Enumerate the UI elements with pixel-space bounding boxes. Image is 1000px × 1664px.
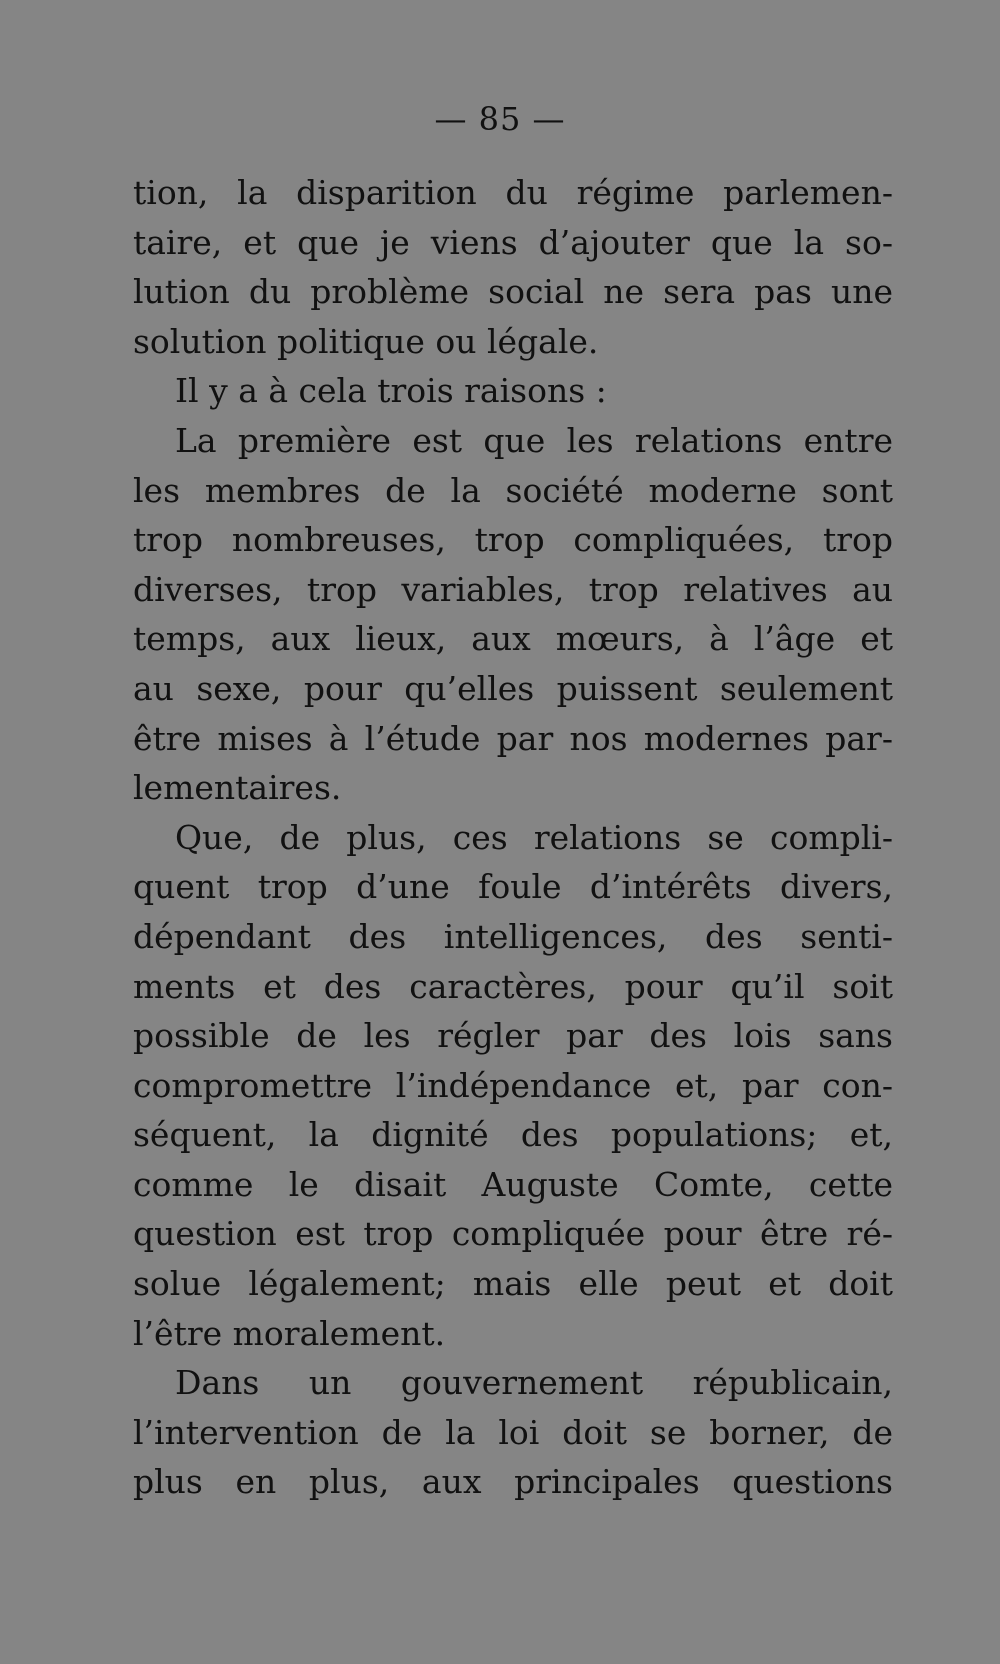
text-line: dépendant des intelligences, des senti-: [133, 916, 893, 956]
text-line: diverses, trop variables, trop relatives au: [133, 569, 893, 609]
text-line: lementaires.: [133, 768, 342, 808]
text-line: question est trop compliquée pour être ré-: [133, 1214, 893, 1254]
text-line: Il y a à cela trois raisons :: [175, 371, 607, 411]
text-line: plus en plus, aux principales questions: [133, 1462, 893, 1502]
text-line: ments et des caractères, pour qu’il soit: [133, 966, 893, 1006]
text-line: lution du problème social ne sera pas une: [133, 272, 893, 312]
text-line: tion, la disparition du régime parlemen-: [133, 173, 893, 212]
text-line: solue légalement; mais elle peut et doit: [133, 1264, 893, 1304]
page-number: — 85 —: [434, 100, 566, 138]
text-line: l’intervention de la loi doit se borner, de: [133, 1412, 893, 1452]
text-line: être mises à l’étude par nos modernes par-: [133, 718, 893, 758]
body-text: [133, 168, 893, 1507]
text-line: les membres de la société moderne sont: [133, 470, 893, 510]
text-line: possible de les régler par des lois sans: [133, 1016, 893, 1056]
text-line: Dans un gouvernement républicain,: [175, 1363, 893, 1403]
text-line: l’être moralement.: [133, 1313, 446, 1353]
text-line: La première est que les relations entre: [175, 420, 893, 460]
text-line: trop nombreuses, trop compliquées, trop: [133, 520, 893, 560]
text-line: compromettre l’indépendance et, par con-: [133, 1065, 893, 1105]
text-line: au sexe, pour qu’elles puissent seulement: [133, 668, 893, 708]
text-line: séquent, la dignité des populations; et,: [133, 1115, 893, 1155]
text-line: taire, et que je viens d’ajouter que la so-: [133, 222, 893, 262]
text-line: temps, aux lieux, aux mœurs, à l’âge et: [133, 619, 893, 659]
text-line: solution politique ou légale.: [133, 321, 599, 361]
text-line: comme le disait Auguste Comte, cette: [133, 1164, 893, 1204]
text-line: Que, de plus, ces relations se compli-: [175, 817, 893, 857]
text-line: quent trop d’une foule d’intérêts divers,: [133, 867, 893, 907]
